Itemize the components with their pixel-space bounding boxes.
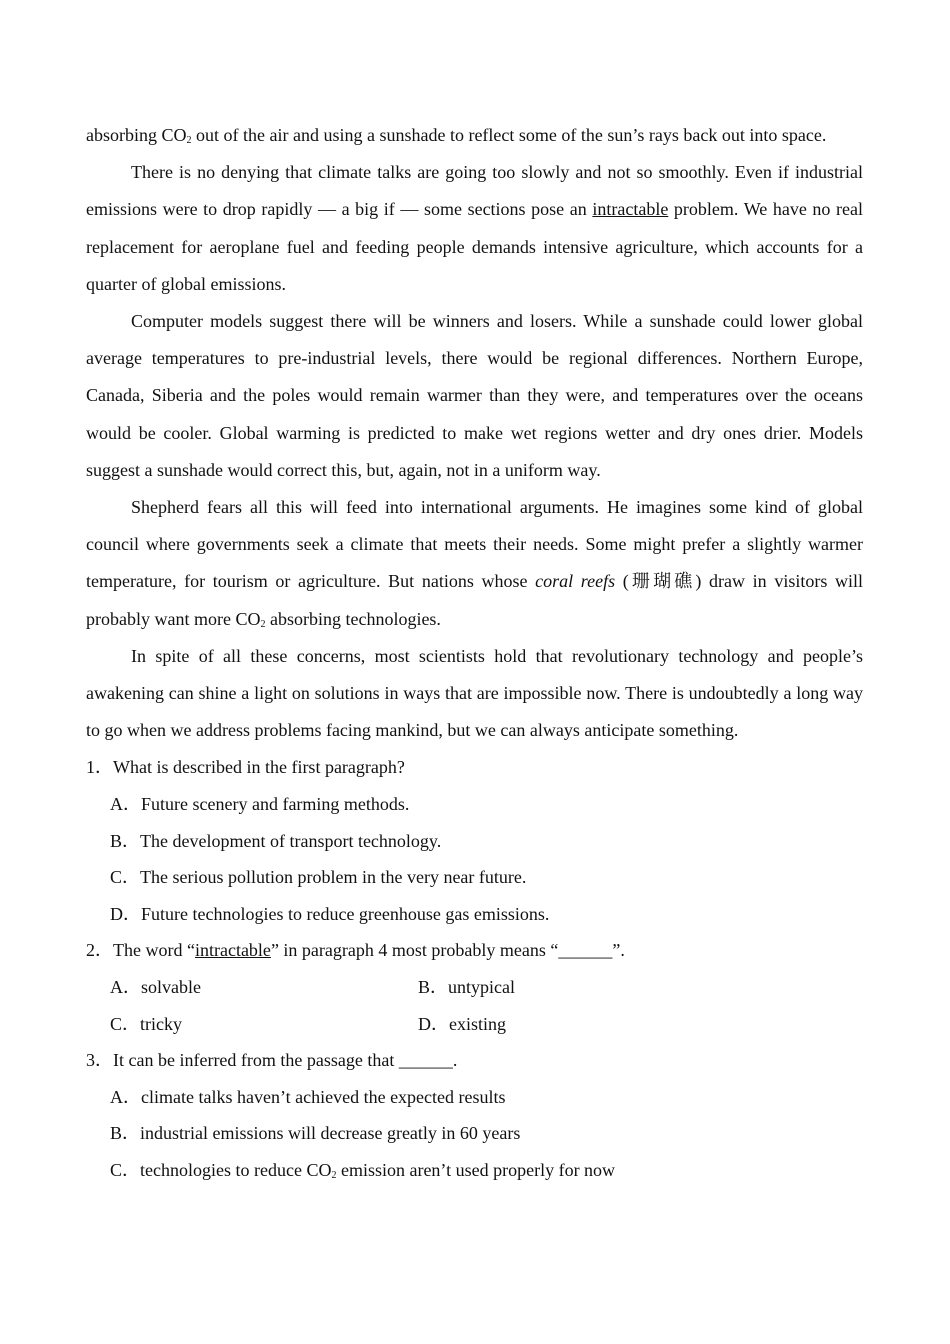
paragraph-7: In spite of all these concerns, most scientists hold that revolutionary technology and people’s awakening can shine a light on solutions in ways that are impossible now. There is undoubtedly a long way to go when we address problems facing mankind, but we can always anticipate something.	[86, 645, 863, 741]
option-c: C．tricky	[110, 1013, 182, 1034]
text-span: problem. We have no real replacement for aeroplane fuel and feeding people demands intensive agriculture, which accounts for a quarter of global emissions.	[86, 199, 863, 294]
subscript: 2	[260, 618, 266, 630]
subscript: 2	[331, 1169, 337, 1181]
question-1	[86, 749, 863, 932]
underlined-word: intractable	[592, 199, 669, 220]
text-span: There is no denying that climate talks are going too slowly and not so smoothly. Even if industrial emissions were to drop rapidly — a big if — some sections pose an	[86, 162, 863, 220]
paragraph-4	[86, 154, 863, 303]
option-a: A．Future scenery and farming methods.	[110, 794, 410, 815]
text-span: 2．The word “	[86, 940, 195, 961]
question-2	[86, 932, 863, 1042]
italic-term: coral reefs	[535, 571, 616, 592]
option-c: C．The serious pollution problem in the very near future.	[110, 867, 527, 888]
text-span: absorbing CO	[86, 125, 187, 145]
question-stem: 3．It can be inferred from the passage that ______.	[86, 1050, 458, 1071]
option-row	[86, 969, 863, 1006]
option-b: B．industrial emissions will decrease greatly in 60 years	[110, 1123, 521, 1144]
question-3	[86, 1042, 863, 1188]
option-b: B．untypical	[418, 977, 515, 998]
text-span: C．technologies to reduce CO	[110, 1159, 332, 1180]
underlined-word: intractable	[194, 940, 271, 961]
paragraph-3-end	[86, 117, 863, 154]
paragraph-6	[86, 489, 863, 638]
text-span: ” in paragraph 4 most probably means “______”.	[270, 940, 625, 961]
option-b: B．The development of transport technology.	[110, 830, 442, 851]
option-d: D．Future technologies to reduce greenhouse gas emissions.	[110, 903, 550, 924]
text-span: absorbing technologies.	[265, 608, 441, 629]
subscript: 2	[186, 135, 192, 146]
paragraph-5: Computer models suggest there will be winners and losers. While a sunshade could lower global average temperatures to pre-industrial levels, there would be regional differences. Northern Europe, Canada, Siberia and the poles would remain warmer than they were, and temperatures over the oceans would be cooler. Global warming is predicted to make wet regions wetter and dry ones drier. Models suggest a sunshade would correct this, but, again, not in a uniform way.	[86, 311, 863, 480]
question-stem: 1．What is described in the first paragraph?	[86, 757, 405, 778]
option-row	[86, 1006, 863, 1043]
chinese-gloss: (珊瑚礁)	[615, 571, 710, 592]
text-span: draw in visitors will probably want more CO	[86, 571, 863, 629]
option-d: D．existing	[418, 1013, 506, 1034]
text-span: Shepherd fears all this will feed into international arguments. He imagines some kind of global council where governments seek a climate that meets their needs. Some might prefer a slightly warmer temperature, for tourism or agriculture. But nations whose	[86, 497, 863, 592]
question-stem	[86, 932, 863, 969]
option-c	[86, 1152, 863, 1189]
text-span: emission aren’t used properly for now	[336, 1159, 616, 1180]
option-a: A．climate talks haven’t achieved the expected results	[110, 1086, 506, 1107]
text-span: out of the air and using a sunshade to reflect some of the sun’s rays back out into space.	[191, 125, 827, 145]
document-page	[86, 117, 863, 1189]
option-a: A．solvable	[110, 977, 201, 998]
